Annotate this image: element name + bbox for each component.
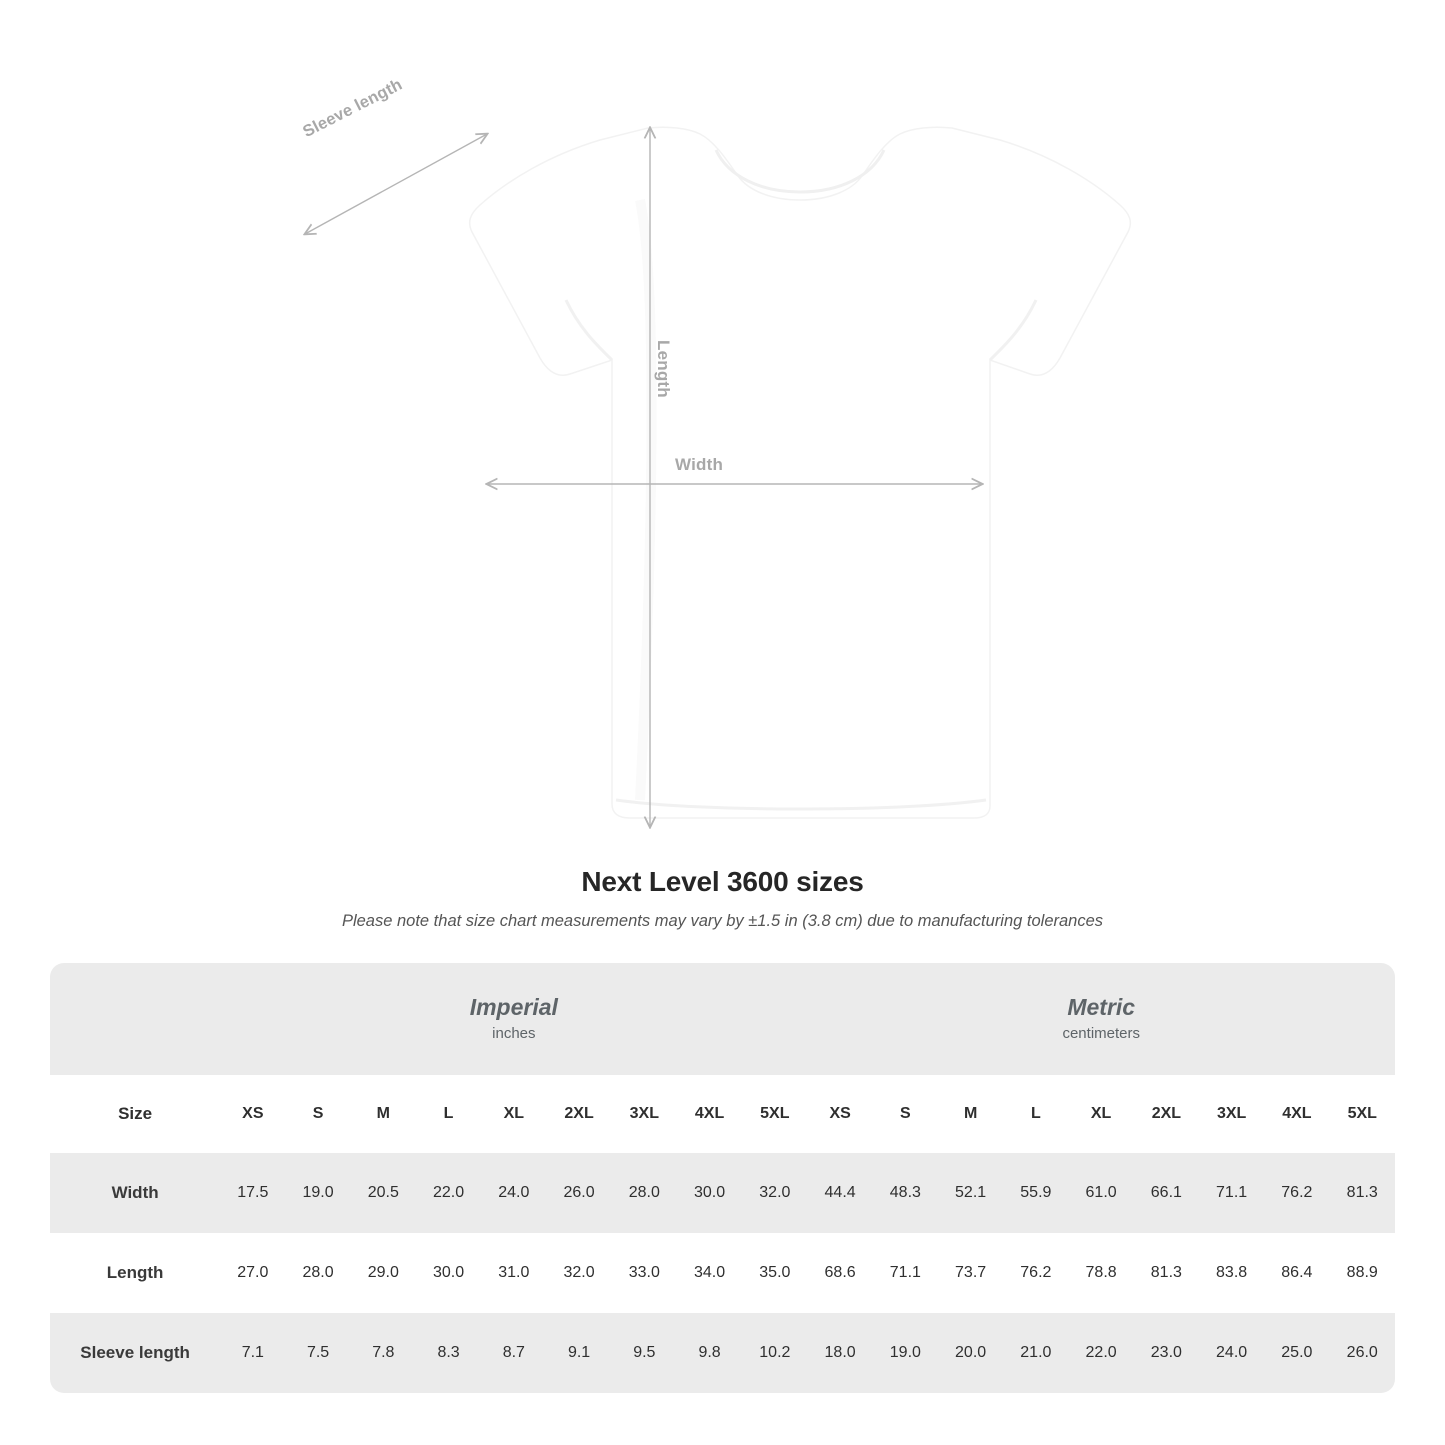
size-table-container: [50, 963, 1395, 1393]
sleeve-metric-4xl: 25.0: [1264, 1313, 1329, 1393]
length-imperial-5xl: 35.0: [742, 1233, 807, 1313]
table-row: [50, 1153, 1395, 1233]
sleeve-metric-l: 21.0: [1003, 1313, 1068, 1393]
length-label: Length: [654, 340, 673, 398]
sleeve-imperial-4xl: 9.8: [677, 1313, 742, 1393]
row-label-sleeve-length: Sleeve length: [50, 1313, 220, 1393]
sleeve-length-arrow: [305, 134, 487, 234]
length-metric-s: 71.1: [873, 1233, 938, 1313]
width-metric-2xl: 66.1: [1134, 1153, 1199, 1233]
length-imperial-l: 30.0: [416, 1233, 481, 1313]
sleeve-metric-3xl: 24.0: [1199, 1313, 1264, 1393]
size-header-metric-xl: XL: [1068, 1075, 1133, 1153]
width-imperial-s: 19.0: [285, 1153, 350, 1233]
row-label-width: Width: [50, 1153, 220, 1233]
size-header-label: Size: [50, 1075, 220, 1153]
length-imperial-4xl: 34.0: [677, 1233, 742, 1313]
width-metric-xl: 61.0: [1068, 1153, 1133, 1233]
sleeve-metric-5xl: 26.0: [1329, 1313, 1395, 1393]
sleeve-imperial-m: 7.8: [351, 1313, 416, 1393]
length-metric-m: 73.7: [938, 1233, 1003, 1313]
width-label: Width: [675, 455, 724, 474]
size-header-imperial-xl: XL: [481, 1075, 546, 1153]
size-header-imperial-4xl: 4XL: [677, 1075, 742, 1153]
size-header-imperial-5xl: 5XL: [742, 1075, 807, 1153]
sleeve-imperial-5xl: 10.2: [742, 1313, 807, 1393]
width-imperial-3xl: 28.0: [612, 1153, 677, 1233]
table-row: [50, 1233, 1395, 1313]
length-metric-4xl: 86.4: [1264, 1233, 1329, 1313]
length-metric-2xl: 81.3: [1134, 1233, 1199, 1313]
size-header-metric-s: S: [873, 1075, 938, 1153]
size-header-imperial-s: S: [285, 1075, 350, 1153]
sleeve-imperial-xs: 7.1: [220, 1313, 285, 1393]
size-header-metric-m: M: [938, 1075, 1003, 1153]
length-imperial-m: 29.0: [351, 1233, 416, 1313]
size-header-imperial-3xl: 3XL: [612, 1075, 677, 1153]
sleeve-imperial-l: 8.3: [416, 1313, 481, 1393]
size-header-imperial-2xl: 2XL: [546, 1075, 611, 1153]
length-imperial-xs: 27.0: [220, 1233, 285, 1313]
metric-unit-name: Metric: [1067, 994, 1136, 1021]
width-metric-s: 48.3: [873, 1153, 938, 1233]
shirt-shape: [470, 127, 1131, 818]
sleeve-metric-xl: 22.0: [1068, 1313, 1133, 1393]
size-header-imperial-m: M: [351, 1075, 416, 1153]
length-metric-3xl: 83.8: [1199, 1233, 1264, 1313]
size-header-metric-5xl: 5XL: [1329, 1075, 1395, 1153]
size-header-metric-xs: XS: [807, 1075, 872, 1153]
metric-unit-cell: [807, 963, 1395, 1075]
sleeve-imperial-xl: 8.7: [481, 1313, 546, 1393]
unit-spacer-cell: [50, 963, 220, 1075]
length-metric-l: 76.2: [1003, 1233, 1068, 1313]
imperial-unit-name: Imperial: [469, 994, 558, 1021]
width-imperial-m: 20.5: [351, 1153, 416, 1233]
imperial-unit-cell: [220, 963, 807, 1075]
width-imperial-xl: 24.0: [481, 1153, 546, 1233]
width-metric-l: 55.9: [1003, 1153, 1068, 1233]
width-imperial-4xl: 30.0: [677, 1153, 742, 1233]
length-metric-xs: 68.6: [807, 1233, 872, 1313]
length-metric-5xl: 88.9: [1329, 1233, 1395, 1313]
sleeve-length-label: Sleeve length: [300, 75, 406, 142]
size-header-row: [50, 1075, 1395, 1153]
length-metric-xl: 78.8: [1068, 1233, 1133, 1313]
width-metric-m: 52.1: [938, 1153, 1003, 1233]
metric-unit-sub: centimeters: [1062, 1025, 1140, 1043]
title-block: [0, 866, 1445, 931]
size-header-imperial-l: L: [416, 1075, 481, 1153]
sleeve-imperial-2xl: 9.1: [546, 1313, 611, 1393]
imperial-unit-sub: inches: [492, 1025, 536, 1043]
size-header-metric-2xl: 2XL: [1134, 1075, 1199, 1153]
row-label-length: Length: [50, 1233, 220, 1313]
size-header-metric-3xl: 3XL: [1199, 1075, 1264, 1153]
length-imperial-s: 28.0: [285, 1233, 350, 1313]
length-imperial-xl: 31.0: [481, 1233, 546, 1313]
width-imperial-l: 22.0: [416, 1153, 481, 1233]
tolerance-note: Please note that size chart measurements may vary by ±1.5 in (3.8 cm) due to manufacturing tolerances: [341, 912, 1104, 930]
width-metric-3xl: 71.1: [1199, 1153, 1264, 1233]
sleeve-metric-m: 20.0: [938, 1313, 1003, 1393]
width-imperial-xs: 17.5: [220, 1153, 285, 1233]
width-imperial-2xl: 26.0: [546, 1153, 611, 1233]
page-title: Next Level 3600 sizes: [581, 866, 864, 897]
size-table: [50, 963, 1395, 1393]
length-imperial-3xl: 33.0: [612, 1233, 677, 1313]
width-imperial-5xl: 32.0: [742, 1153, 807, 1233]
length-imperial-2xl: 32.0: [546, 1233, 611, 1313]
width-metric-5xl: 81.3: [1329, 1153, 1395, 1233]
size-header-metric-l: L: [1003, 1075, 1068, 1153]
unit-header-row: [50, 963, 1395, 1075]
sleeve-metric-2xl: 23.0: [1134, 1313, 1199, 1393]
size-header-imperial-xs: XS: [220, 1075, 285, 1153]
sleeve-metric-xs: 18.0: [807, 1313, 872, 1393]
width-metric-4xl: 76.2: [1264, 1153, 1329, 1233]
table-row: [50, 1313, 1395, 1393]
sleeve-metric-s: 19.0: [873, 1313, 938, 1393]
sleeve-imperial-s: 7.5: [285, 1313, 350, 1393]
sleeve-imperial-3xl: 9.5: [612, 1313, 677, 1393]
width-metric-xs: 44.4: [807, 1153, 872, 1233]
size-header-metric-4xl: 4XL: [1264, 1075, 1329, 1153]
